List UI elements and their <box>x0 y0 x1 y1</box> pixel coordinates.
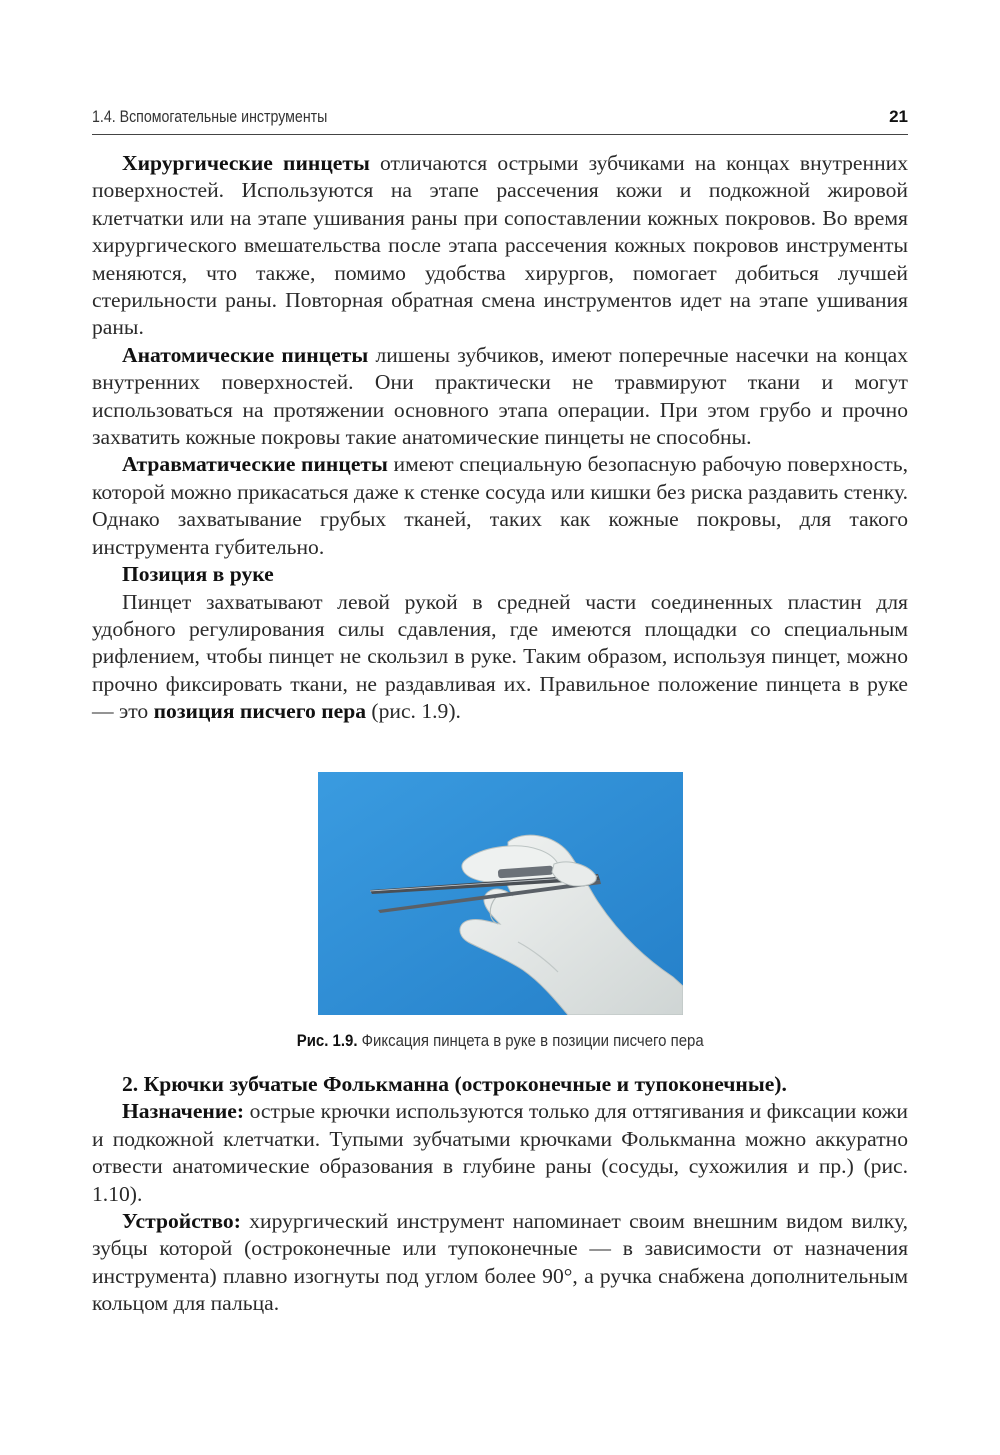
figure-caption <box>0 1031 1000 1051</box>
figure-caption-text: Фиксация пинцета в руке в позиции писчего пера <box>357 1031 704 1050</box>
paragraph-surgical-forceps <box>92 150 908 342</box>
figure-1-9 <box>318 772 683 1015</box>
term-atraumatic-forceps: Атравматические пинцеты <box>122 452 388 477</box>
paragraph-design <box>92 1208 908 1318</box>
paragraph-atraumatic-forceps <box>92 451 908 561</box>
paragraph-hand-position <box>92 589 908 726</box>
running-header <box>92 106 908 135</box>
section-title: 1.4. Вспомогательные инструменты <box>92 108 328 126</box>
paragraph-tail: (рис. 1.9). <box>366 699 461 724</box>
paragraph-anatomical-forceps <box>92 342 908 452</box>
paragraph-text: отличаются острыми зубчиками на концах внутренних поверхностей. Используются на этапе рассечения кожи и подкожной жировой клетчатки или на этапе ушивания раны при сопоставлении кожных покровов. Во время хирургического вмешательства после этапа рассечения кожных покровов инструменты меняются, что также, помимо удобства хирургов, помогает добиться лучшей стерильности раны. Повторная обратная смена инструментов идет на этапе ушивания раны. <box>92 151 908 340</box>
paragraph-text: имеют специальную безопасную рабочую поверхность, которой можно прикасаться даже к стенке сосуда или кишки без риска раздавить стенку. Однако захватывание грубых тканей, таких как кожные покровы, для такого инструмента губительно. <box>92 452 908 559</box>
paragraph-text: лишены зубчиков, имеют поперечные насечки на концах внутренних поверхностей. Они практически не травмируют ткани и могут использоваться на протяжении основного этапа операции. При этом грубо и прочно захватить кожные покровы такие анатомические пинцеты не способны. <box>92 342 908 450</box>
paragraph-text: Пинцет захватывают левой рукой в средней части соединенных пластин для удобного регулирования силы сдавления, где имеются площадки со специальным рифлением, чтобы пинцет не скользил в руке. Таким образом, используя пинцет, можно прочно фиксировать ткани, не раздавливая их. Правильное положение пинцета в руке — это <box>92 589 908 724</box>
section-2-text <box>92 1071 908 1318</box>
term-pen-position: позиция писчего пера <box>153 699 367 724</box>
subheading-hand-position: Позиция в руке <box>122 562 274 587</box>
page-number: 21 <box>889 107 908 126</box>
term-design: Устройство: <box>122 1209 241 1234</box>
forceps-in-hand-photo <box>318 772 683 1015</box>
paragraph-text: хирургический инструмент напоминает своим внешним видом вилку, зубцы которой (остроконечные или тупоконечные — в зависимости от назначения инструмента) плавно изогнуты под углом более 90°, а ручка снабжена дополнительным кольцом для пальца. <box>92 1209 908 1316</box>
term-anatomical-forceps: Анатомические пинцеты <box>122 342 369 367</box>
figure-label: Рис. 1.9. <box>296 1031 358 1050</box>
term-surgical-forceps: Хирургические пинцеты <box>122 151 370 175</box>
term-purpose: Назначение: <box>122 1099 245 1124</box>
section-2-heading: 2. Крючки зубчатые Фолькманна (остроконечные и тупоконечные). <box>122 1072 787 1096</box>
main-text <box>92 150 908 726</box>
paragraph-text: острые крючки используются только для оттягивания и фиксации кожи и подкожной клетчатки. Тупыми зубчатыми крючками Фолькманна можно аккуратно отвести анатомические образования в глубине раны (сосуды, сухожилия и пр.) (рис. 1.10). <box>92 1099 908 1206</box>
paragraph-purpose <box>92 1098 908 1208</box>
